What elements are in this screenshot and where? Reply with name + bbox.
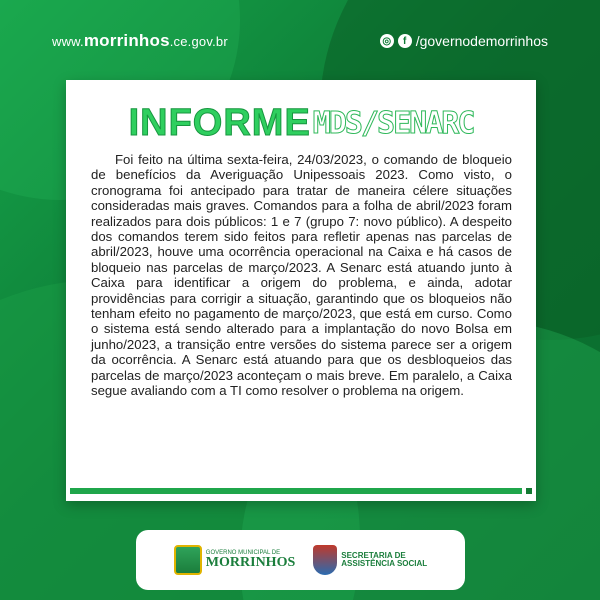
morrinhos-logo — [174, 545, 295, 575]
shield-icon — [313, 545, 337, 575]
informe-title: INFORME — [128, 102, 311, 144]
informe-card — [66, 80, 536, 501]
secretaria-line2: ASSISTÊNCIA SOCIAL — [341, 559, 428, 568]
bottom-bar-square — [526, 488, 532, 494]
logo-name: MORRINHOS — [205, 555, 296, 570]
card-body: Foi feito na última sexta-feira, 24/03/2023, o comando de bloqueio de benefícios da Averiguação Unipessoais 2023. Como visto, o cronograma foi antecipado para tratar de maneira célere situações consideradas mais graves. Comandos para a folha de abril/2023 foram realizados para dois públicos: 1 e 7 (grupo 7: novo público). A despeito dos comandos terem sido feitos para refletir apenas nas parcelas de abril/2023, houve uma ocorrência operacional na Caixa e há casos de bloqueio nas parcelas de março/2023. A Senarc está atuando junto à Caixa para identificar a origem do problema, e ainda, adotar providências para corrigir a situação, garantindo que os bloqueios não tenham efeito no pagamento de março/2023, que está em curso. Como o sistema está sendo alterado para a implantação do novo Bolsa em junho/2023, a transição entre versões do sistema parece ser a origem da ocorrência. A Senarc está atuando para que os desbloqueios das parcelas de março/2023 aconteçam o mais breve. Em paralelo, a Caixa segue avaliando com a TI como resolver o problema na origem. — [91, 152, 512, 399]
site-suffix: .ce.gov.br — [169, 34, 228, 49]
program-title: MDS/SENARC — [312, 106, 474, 141]
crest-icon — [174, 545, 202, 575]
site-prefix: www. — [52, 34, 84, 49]
secretaria-line1: SECRETARIA DE — [341, 550, 406, 560]
social-handle-text: /governodemorrinhos — [415, 33, 548, 49]
website-link[interactable] — [52, 31, 228, 51]
card-title — [66, 102, 536, 144]
social-handle[interactable] — [380, 33, 548, 49]
logo-small-text: GOVERNO MUNICIPAL DE — [205, 550, 281, 556]
site-name: morrinhos — [83, 31, 170, 50]
card-bottom-bar — [70, 488, 532, 494]
bottom-bar-line — [70, 488, 522, 494]
header — [52, 30, 548, 52]
secretaria-logo — [313, 545, 427, 575]
instagram-icon: ◎ — [380, 34, 394, 48]
footer-logos — [136, 530, 465, 590]
facebook-icon: f — [398, 34, 412, 48]
